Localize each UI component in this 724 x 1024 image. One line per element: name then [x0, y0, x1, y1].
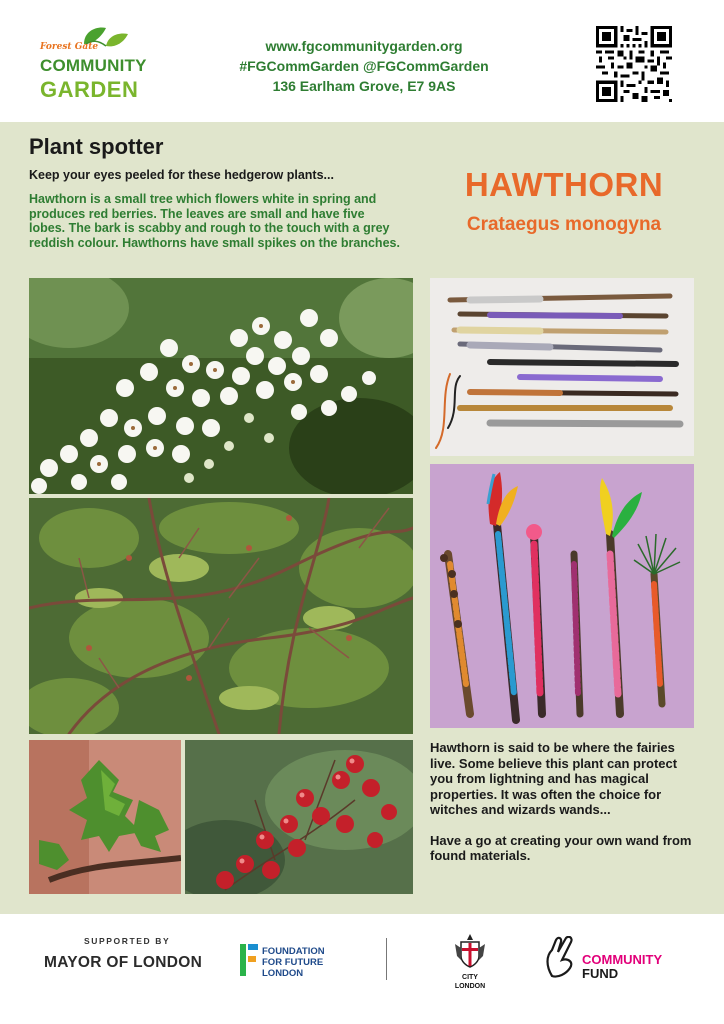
address: 136 Earlham Grove, E7 9AS — [272, 78, 456, 94]
supported-by-label: SUPPORTED BY — [84, 936, 171, 946]
wands-on-table-photo — [430, 278, 694, 456]
logo-divider — [386, 938, 387, 980]
hawthorn-branches-photo — [29, 498, 413, 734]
folklore-paragraph: Hawthorn is said to be where the fairies live. Some believe this plant can protect you from lightning and has magical properties. It was often the choice for witches and wizards wands... — [430, 740, 678, 817]
header — [0, 0, 724, 122]
hawthorn-folklore — [430, 740, 700, 879]
content-panel — [0, 122, 724, 914]
city-of-london-logo — [450, 934, 490, 991]
foundation-for-future-london-icon — [240, 944, 258, 976]
activity-paragraph: Have a go at creating your own wand from found materials. — [430, 832, 692, 863]
logo-garden: GARDEN — [40, 77, 139, 102]
decorated-wands-photo — [430, 464, 694, 728]
ffl-line-1: FOUNDATION — [262, 946, 325, 957]
page-title: Plant spotter — [29, 134, 164, 159]
plant-description: Hawthorn is a small tree which flowers white in spring and produces red berries. The leaves are small and have five lobes. The bark is scabby and rough to the touch with a grey reddish colour. Hawthorns have small spikes on the branches. — [29, 192, 400, 250]
plant-latin-name: Crataegus monogyna — [466, 214, 662, 235]
city-line-1: CITY — [462, 974, 478, 981]
website-link[interactable]: www.fgcommunitygarden.org — [265, 38, 463, 54]
logo-forest-gate: Forest Gate — [40, 42, 99, 52]
footer — [0, 914, 724, 1024]
ffl-line-2: FOR FUTURE — [262, 957, 324, 968]
community-garden-logo — [38, 26, 147, 106]
qr-code-icon[interactable] — [596, 26, 672, 102]
crossed-fingers-icon — [542, 936, 580, 978]
community-fund-line-2: FUND — [582, 966, 619, 981]
mayor-of-london-logo: MAYOR OF LONDON — [44, 954, 203, 971]
hawthorn-leaves-photo — [29, 740, 181, 894]
city-crest-icon — [455, 934, 485, 968]
plant-name: HAWTHORN — [464, 166, 664, 203]
page-subtitle: Keep your eyes peeled for these hedgerow plants... — [29, 168, 334, 182]
logo-community: COMMUNITY — [40, 56, 147, 75]
social-handles: #FGCommGarden @FGCommGarden — [239, 58, 489, 74]
hawthorn-flowers-photo — [29, 278, 413, 494]
ffl-line-3: LONDON — [262, 968, 304, 979]
foundation-for-future-london-logo — [262, 946, 325, 979]
community-fund-line-1: COMMUNITY — [582, 952, 663, 967]
contact-info — [160, 36, 568, 96]
hawthorn-berries-photo — [185, 740, 413, 894]
city-line-2: LONDON — [454, 983, 486, 990]
